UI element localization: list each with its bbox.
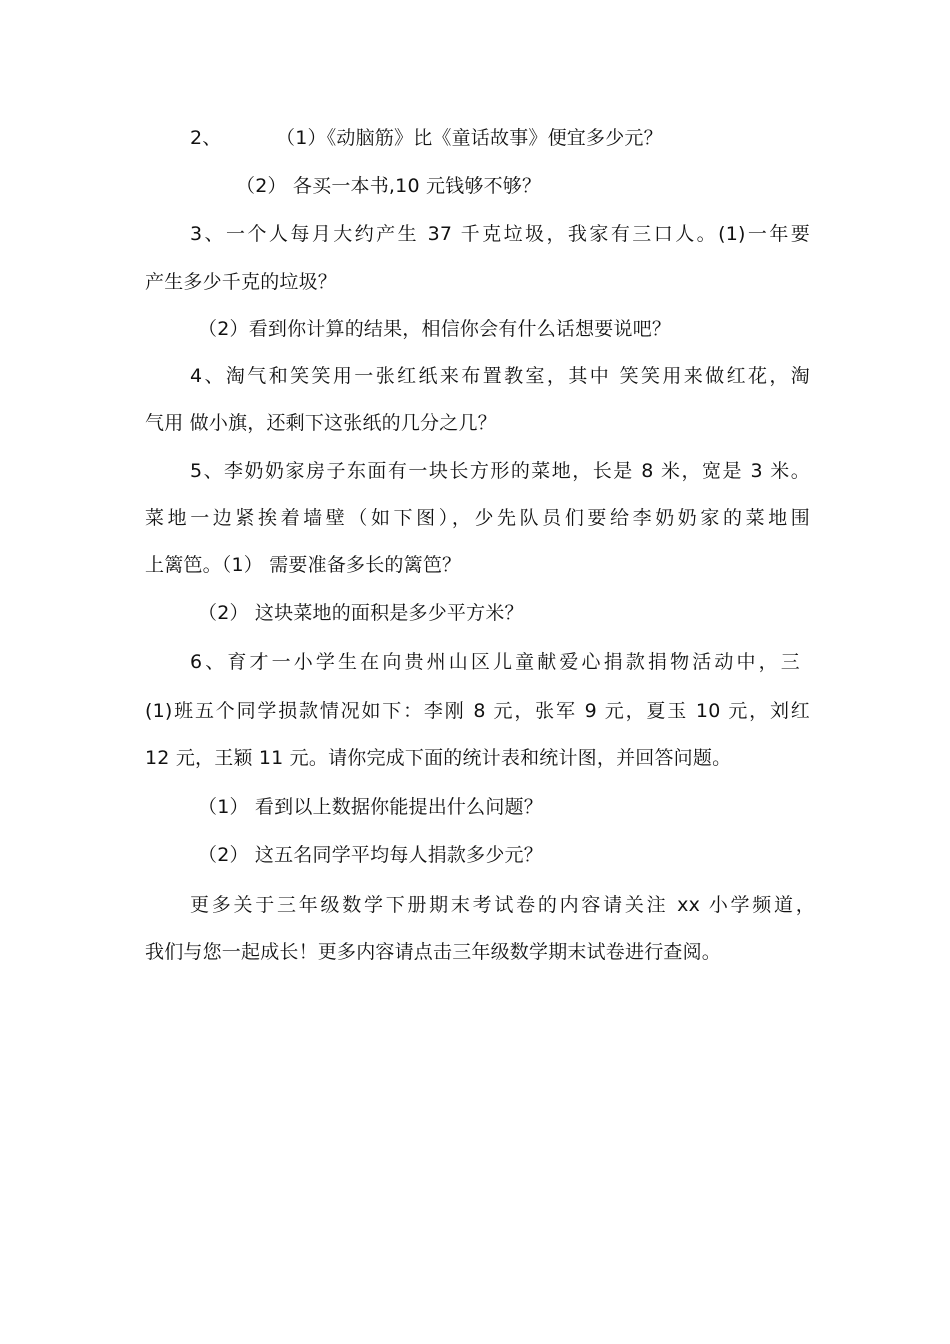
- question-2-part-1: （1）《动脑筋》比《童话故事》便宜多少元？: [276, 127, 663, 149]
- question-3-line-1: 3、一个人每月大约产生 37 千克垃圾，我家有三口人。(1)一年要: [190, 223, 810, 245]
- question-6-part-1: （1） 看到以上数据你能提出什么问题？: [198, 796, 543, 818]
- question-4-line-2: 气用 做小旗，还剩下这张纸的几分之几？: [145, 412, 497, 434]
- question-2-number: 2、: [190, 127, 222, 149]
- question-6-part-2: （2） 这五名同学平均每人捐款多少元？: [198, 844, 543, 866]
- footer-line-2: 我们与您一起成长！更多内容请点击三年级数学期末试卷进行查阅。: [145, 941, 722, 963]
- question-5-line-2: 菜地一边紧挨着墙壁（如下图），少先队员们要给李奶奶家的菜地围: [145, 507, 810, 529]
- question-4-line-1: 4、淘气和笑笑用一张红纸来布置教室，其中 笑笑用来做红花，淘: [190, 365, 810, 387]
- question-6-line-2: (1)班五个同学损款情况如下：李刚 8 元，张军 9 元，夏玉 10 元，刘红: [145, 700, 810, 722]
- question-5-part-2: （2） 这块菜地的面积是多少平方米？: [198, 602, 524, 624]
- question-6-line-1: 6、育才一小学生在向贵州山区儿童献爱心捐款捐物活动中，三: [190, 651, 800, 673]
- footer-line-1: 更多关于三年级数学下册期末考试卷的内容请关注 xx 小学频道，: [190, 894, 815, 916]
- question-5-line-3: 上篱笆。（1） 需要准备多长的篱笆？: [145, 554, 462, 576]
- question-2-part-2: （2） 各买一本书,10 元钱够不够？: [236, 175, 542, 197]
- question-5-line-1: 5、李奶奶家房子东面有一块长方形的菜地，长是 8 米，宽是 3 米。: [190, 460, 810, 482]
- question-3-part-2: （2）看到你计算的结果，相信你会有什么话想要说吧？: [198, 318, 672, 340]
- question-6-line-3: 12 元，王颖 11 元。请你完成下面的统计表和统计图，并回答问题。: [145, 747, 732, 769]
- question-3-line-2: 产生多少千克的垃圾？: [145, 271, 338, 293]
